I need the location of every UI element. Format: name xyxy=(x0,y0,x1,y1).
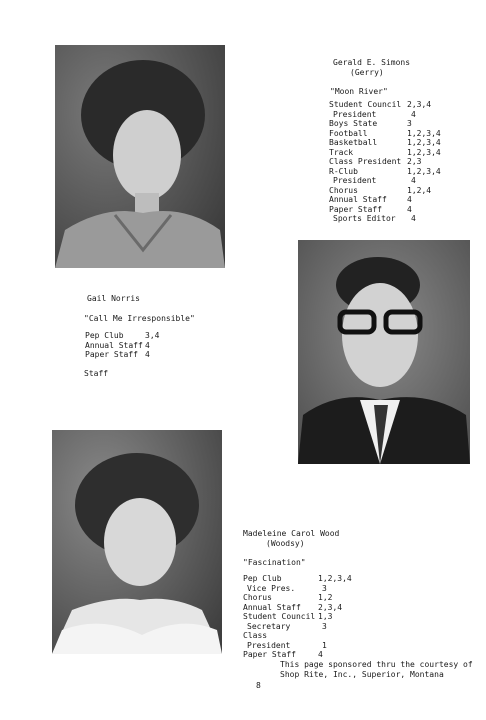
activity-label: Annual Staff xyxy=(329,195,387,204)
activity-label: Chorus xyxy=(329,185,358,195)
activity-row xyxy=(329,148,441,158)
activity-label: Paper Staff xyxy=(329,204,382,214)
activity-years: 1,2,3,4 xyxy=(407,147,441,157)
activity-years: 4 xyxy=(411,214,416,223)
activity-row xyxy=(85,350,150,360)
activity-row xyxy=(85,341,150,351)
activity-row xyxy=(243,603,342,613)
sponsor-line-2: Shop Rite, Inc., Superior, Montana xyxy=(280,670,444,679)
activity-years: 1,3 xyxy=(318,612,333,621)
activity-years: 4 xyxy=(318,650,323,659)
activity-years: 3 xyxy=(407,119,412,128)
activity-row xyxy=(329,157,421,167)
activity-label: President xyxy=(333,109,377,119)
activity-row xyxy=(329,205,412,215)
activity-row xyxy=(329,110,416,120)
gail-note: Staff xyxy=(84,369,109,378)
activity-years: 4 xyxy=(407,195,412,204)
activity-years: 4 xyxy=(145,350,150,359)
activity-row xyxy=(329,214,416,224)
gail-name: Gail Norris xyxy=(87,294,140,303)
activity-row xyxy=(329,100,431,110)
activity-label: Track xyxy=(329,147,354,157)
activity-years: 1,2,3,4 xyxy=(407,128,441,138)
activity-row xyxy=(329,186,431,196)
gerald-nickname: (Gerry) xyxy=(350,68,384,77)
madeleine-quote: "Fascination" xyxy=(243,558,306,567)
activity-years: 1,2 xyxy=(318,593,333,602)
activity-label: Annual Staff xyxy=(85,340,143,350)
activity-row xyxy=(85,331,159,341)
portrait-photo-madeleine xyxy=(52,430,222,654)
activity-label: Basketball xyxy=(329,138,378,147)
activity-label: Student Council xyxy=(329,100,402,109)
activity-row xyxy=(243,631,318,641)
activity-years: 1,2,3,4 xyxy=(407,166,441,176)
activity-label: Class xyxy=(243,631,268,640)
activity-label: Vice Pres. xyxy=(247,583,296,593)
activity-label: Football xyxy=(329,128,368,138)
activity-row xyxy=(329,195,412,205)
activity-years: 1 xyxy=(322,640,327,650)
activity-years: 1,2,4 xyxy=(407,185,432,195)
activity-years: 1,2,3,4 xyxy=(407,138,441,147)
activity-row xyxy=(329,119,412,129)
activity-years: 4 xyxy=(145,340,150,350)
activity-years: 3 xyxy=(322,583,327,593)
gerald-name: Gerald E. Simons xyxy=(333,58,411,67)
activity-row xyxy=(243,574,352,584)
gail-quote: "Call Me Irresponsible" xyxy=(84,314,195,323)
activity-row xyxy=(243,650,323,660)
activity-row xyxy=(243,622,327,632)
portrait-photo-gerald xyxy=(298,240,470,464)
madeleine-name: Madeleine Carol Wood xyxy=(243,529,340,538)
activity-row xyxy=(243,612,332,622)
activity-label: Secretary xyxy=(247,621,291,631)
activity-label: President xyxy=(247,640,291,650)
activity-label: Pep Club xyxy=(243,574,282,583)
activity-label: Annual Staff xyxy=(243,602,301,612)
activity-row xyxy=(329,176,416,186)
activity-years: 4 xyxy=(411,109,416,119)
activity-label: Sports Editor xyxy=(333,214,396,223)
activity-label: Paper Staff xyxy=(243,650,296,659)
activity-label: Paper Staff xyxy=(85,350,138,359)
activity-row xyxy=(329,138,441,148)
activity-years: 1,2,3,4 xyxy=(318,574,352,583)
madeleine-nickname: (Woodsy) xyxy=(266,539,305,548)
page-number: 8 xyxy=(256,681,261,690)
activity-years: 3 xyxy=(322,621,327,631)
activity-years: 3,4 xyxy=(145,331,160,340)
activity-label: R-Club xyxy=(329,166,358,176)
activity-label: Student Council xyxy=(243,612,316,621)
portrait-photo-gail xyxy=(55,45,225,268)
activity-years: 4 xyxy=(411,176,416,185)
sponsor-line-1: This page sponsored thru the courtesy of xyxy=(280,660,473,669)
activity-row xyxy=(243,641,327,651)
activity-years: 2,3 xyxy=(407,157,422,166)
activity-label: Pep Club xyxy=(85,331,124,340)
gerald-quote: "Moon River" xyxy=(330,87,388,96)
activity-label: Chorus xyxy=(243,593,272,602)
activity-label: Class President xyxy=(329,157,402,166)
activity-row xyxy=(329,167,441,177)
activity-years: 4 xyxy=(407,204,412,214)
activity-row xyxy=(243,593,332,603)
activity-years: 2,3,4 xyxy=(318,602,343,612)
activity-row xyxy=(243,584,327,594)
activity-label: Boys State xyxy=(329,119,378,128)
activity-years: 2,3,4 xyxy=(407,100,432,109)
activity-label: President xyxy=(333,176,377,185)
activity-row xyxy=(329,129,441,139)
